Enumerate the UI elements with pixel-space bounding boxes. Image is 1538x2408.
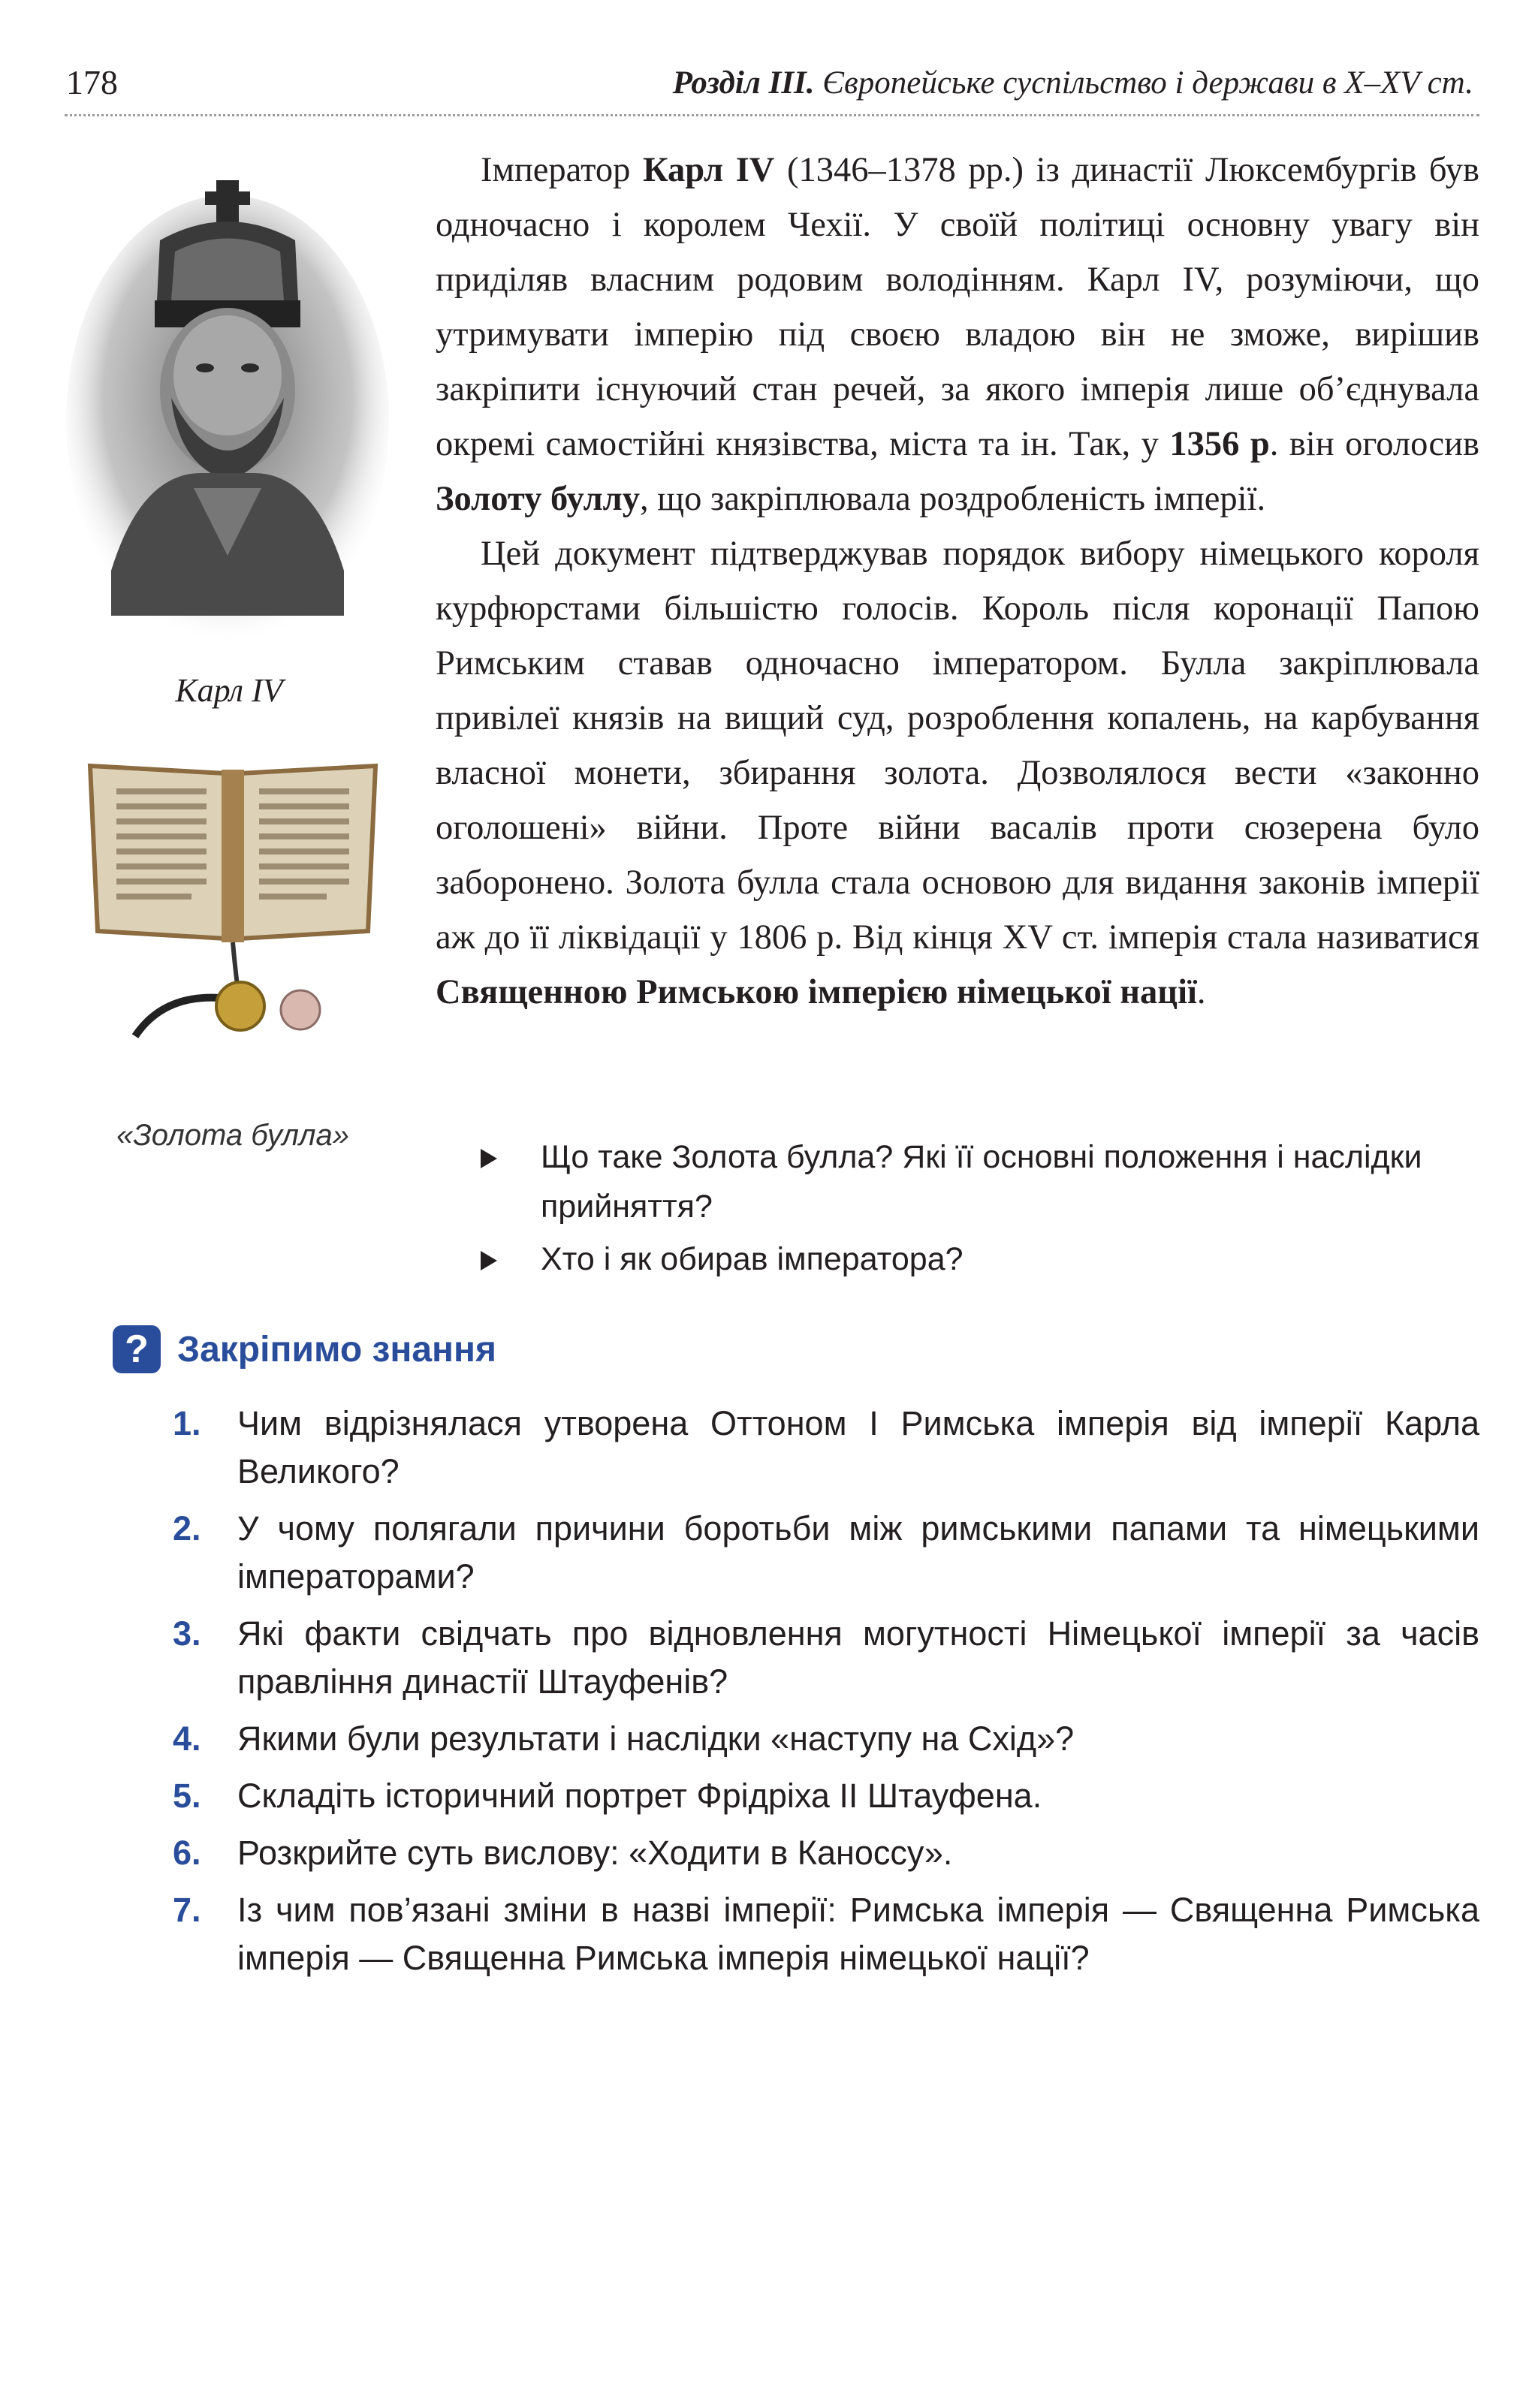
review-section-heading <box>113 1323 496 1376</box>
list-item: 4. Якими були результати і наслідки «наступу на Схід»? <box>173 1719 1075 1758</box>
list-item: 7. Із чим пов’язані зміни в назві імперії: Римська імперія — Священна Римська імперія — Священна Римська імперія німецької нації? <box>173 1891 1479 1977</box>
page-number: 178 <box>66 63 118 101</box>
question-mark-icon: ? <box>113 1325 161 1373</box>
question-item: Хто і як обирав імператора? <box>481 1234 1487 1284</box>
running-header-part: Розділ ІІІ. <box>672 65 815 101</box>
main-text <box>436 143 1479 1020</box>
running-header-title: Європейське суспільство і держави в X–XV ст. <box>822 65 1473 101</box>
list-item: 5. Складіть історичний портрет Фрідріха II Штауфена. <box>173 1777 1042 1815</box>
triangle-bullet-icon <box>481 1149 497 1168</box>
list-item: 3. Які факти свідчать про відновлення могутності Німецької імперії за часів правління династії Штауфенів? <box>173 1614 1479 1701</box>
list-item: 6. Розкрийте суть вислову: «Ходити в Каноссу». <box>173 1834 953 1872</box>
golden-bull-image <box>75 743 391 1074</box>
paragraph-2: Цей документ підтверджував порядок вибору німецького короля курфюрстами більшістю голосів. Король після коронації Папою Римським ставав одночасно імператором. Булла закріплювала привілеї князів на вищий суд, розроблення копалень, на карбування власної монети, збирання золота. Дозволялося вести «законно оголошені» війни. Проте війни васалів проти сюзерена було заборонено. Золота булла стала основою для видання законів імперії аж до її ліквідації у 1806 р. Від кінця XV ст. імперія стала називатися Священною Римською імперією німецької нації. <box>436 535 1479 1011</box>
header-divider <box>65 114 1479 116</box>
charles-iv-portrait-image <box>66 150 389 646</box>
triangle-bullet-icon <box>481 1251 497 1270</box>
paragraph-1: Імператор Карл IV (1346–1378 рр.) із династії Люксембургів був одночасно і королем Чехії. У своїй політиці основну увагу він приділяв власним родовим володінням. Карл IV, розуміючи, що утримувати імперію під своєю владою він не зможе, вирішив закріпити існуючий стан речей, за якого імперія лише об’єднувала окремі самостійні князівства, міста та ін. Так, у 1356 р. він оголосив Золоту буллу, що закріплювала роздробленість імперії. <box>436 151 1479 518</box>
inline-questions <box>481 1132 1487 1287</box>
list-item: 2. У чому полягали причини боротьби між римськими папами та німецькими імператорами? <box>173 1509 1479 1596</box>
review-questions-list <box>173 1400 1479 1991</box>
question-item: Що таке Золота булла? Які її основні положення і наслідки прийняття? <box>481 1132 1487 1231</box>
review-section-title: Закріпимо знання <box>177 1329 497 1370</box>
portrait-caption: Карл IV <box>175 672 283 709</box>
list-item: 1. Чим відрізнялася утворена Оттоном I Римська імперія від імперії Карла Великого? <box>173 1404 1479 1490</box>
golden-bull-caption: «Золота булла» <box>116 1119 349 1152</box>
running-header <box>673 63 1473 104</box>
